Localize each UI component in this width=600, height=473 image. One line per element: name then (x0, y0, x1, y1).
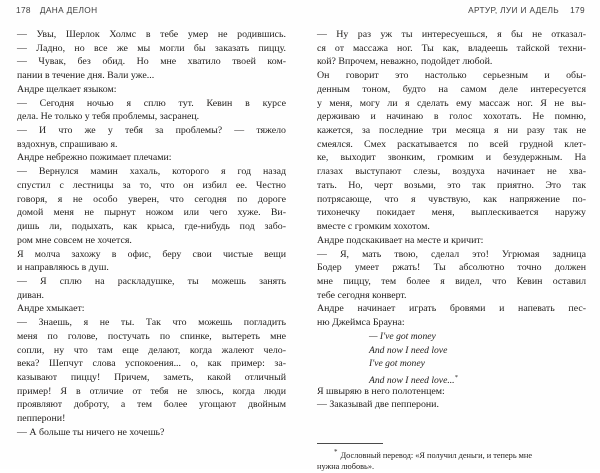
text-line: Бодер умеет ржать! Ты абсолютно точно должен (317, 262, 586, 274)
text-line: тать. Но, черт возьми, это так приятно. Это так (317, 179, 586, 191)
song-verse-line: And now I need love (369, 344, 448, 356)
text-line: мне пиццу, тем более я видел, что Кевин оставил (317, 275, 586, 287)
text-line: вздохнув, спрашиваю я. (17, 138, 118, 150)
text-line: пании в течение дня. Вали уже... (17, 70, 155, 82)
text-line: дишь ли, подыхать, как крыса, где-нибудь под забо- (17, 221, 286, 233)
book-title: АРТУР, ЛУИ И АДЕЛЬ (468, 5, 560, 15)
text-line: потрясающе, что я чувствую, как напряжение по- (317, 193, 586, 205)
text-line: пример! Я в отличие от тебя не злюсь, когда люди (17, 385, 286, 397)
text-line: проявляют доброту, а тем более угощают двойным (17, 399, 286, 411)
text-line: — Ну раз уж ты интересуешься, я бы не отказал- (317, 29, 586, 40)
page-number-right: 179 (570, 5, 585, 15)
author-name: ДАНА ДЕЛОН (39, 5, 98, 15)
right-text-column (317, 28, 586, 412)
running-head-right (468, 5, 585, 15)
text-line: у меня, могу ли я сделать ему массаж ног. Я не вы- (317, 97, 586, 109)
text-line: — И что же у тебя за проблемы? — тяжело (17, 125, 286, 137)
text-line: — Знаешь, я не ты. Так что можешь погладить (17, 317, 286, 329)
text-line: казывают пиццу! Причем, заметь, какой отличный (17, 371, 286, 383)
song-verse-text: And now I need love... (369, 375, 455, 387)
text-line: говоря, я не особо уверен, что сегодня по дороге (17, 193, 286, 205)
text-line: Я швыряю в него полотенцем: (317, 385, 445, 397)
left-text-column (17, 28, 286, 440)
text-line: смеялся. Смех раскатывается по всей грудной клет- (317, 138, 586, 150)
footnote-text: Дословный перевод: «Я получил деньги, и теперь мне (340, 450, 533, 460)
text-line: — А больше ты ничего не хочешь? (17, 426, 165, 438)
text-line: дела. Не только у тебя проблемы, засранец. (17, 111, 200, 123)
text-line: ню Джеймса Брауна: (317, 317, 405, 329)
text-line: кажется, за последние три месяца я ни разу так не (317, 125, 586, 137)
text-line: Он говорит это настолько серьезным и обы- (317, 70, 586, 82)
text-line: Андре хмыкает: (17, 303, 85, 315)
song-verse-line-with-footnote (317, 371, 586, 385)
text-line: века? Шепчут слова успокоения... о, как пример: за- (17, 358, 286, 370)
text-line: денным тоном, будто на самом деле интересуется (317, 83, 586, 95)
text-line: — Вернулся мамин хахаль, которого я год назад (17, 166, 286, 178)
text-line: меня по голове, постучать по спинке, вытереть мне (17, 330, 286, 342)
text-line: держиваю и начинаю в голос хохотать. Не помню, (317, 111, 586, 123)
text-line: Андре начинает играть бровями и напевать пес- (317, 303, 586, 315)
running-head-left (16, 5, 97, 15)
song-verse-line: I've got money (369, 358, 425, 370)
text-line: спустил с лестницы за то, что он избил ее. Честно (17, 179, 286, 191)
text-line: — Ладно, но все же мы могли бы заказать пиццу. (17, 42, 286, 54)
text-line: ся от массажа ног. Ты как, владеешь тайской техни- (317, 42, 586, 54)
text-line: диван. (17, 289, 44, 301)
text-line: тебе сегодня конверт. (317, 289, 407, 301)
text-line: — Сегодня ночью я сплю тут. Кевин в курсе (17, 97, 286, 109)
text-line: тихонечку покидает меня, выплескивается наружу (317, 207, 586, 219)
text-line: Я молча захожу в офис, беру свои чистые вещи (17, 248, 286, 260)
text-line: Андре небрежно пожимает плечами: (17, 152, 172, 164)
text-line: и направляюсь в душ. (17, 262, 109, 274)
text-line: домой меня не пырнут ножом или чего хуже. Ви- (17, 207, 286, 219)
text-line: Андре подскакивает на месте и кричит: (317, 234, 484, 246)
text-line: Андре щелкает языком: (17, 83, 117, 95)
text-line: пепперони! (17, 413, 66, 425)
text-line: — Увы, Шерлок Холмс в тебе умер не родившись. (17, 29, 286, 40)
text-line: — Чувак, без обид. Но мне хватило твоей ком- (17, 56, 286, 68)
text-line: ке, выходит звонким, громким и безудержным. На (317, 152, 586, 164)
text-line: глазах выступают слезы, воздуха начинает не хва- (317, 166, 586, 178)
text-line: ром мне совсем не хочется. (17, 234, 132, 246)
footnote-line: нужна любовь». (317, 462, 375, 472)
text-line: — Заказывай две пепперони. (317, 399, 439, 411)
footnote-reference: * (454, 373, 458, 381)
song-verse-line: — I've got money (369, 330, 436, 342)
text-line: — Я, мать твою, сделал это! Угрюмая задница (317, 248, 586, 260)
text-line: сопли, ну что там еще делают, когда жалеют чело- (17, 344, 286, 356)
footnote-separator-rule (317, 443, 383, 444)
page-number-left: 178 (16, 5, 31, 15)
text-line: — Я сплю на раскладушке, ты можешь занять (17, 275, 286, 287)
text-line: вместе с громким хохотом. (317, 221, 430, 233)
text-line: кой? Впрочем, неважно, подойдет любой. (317, 56, 493, 68)
footnote-line (317, 447, 586, 461)
footnote-marker: * (334, 448, 338, 456)
